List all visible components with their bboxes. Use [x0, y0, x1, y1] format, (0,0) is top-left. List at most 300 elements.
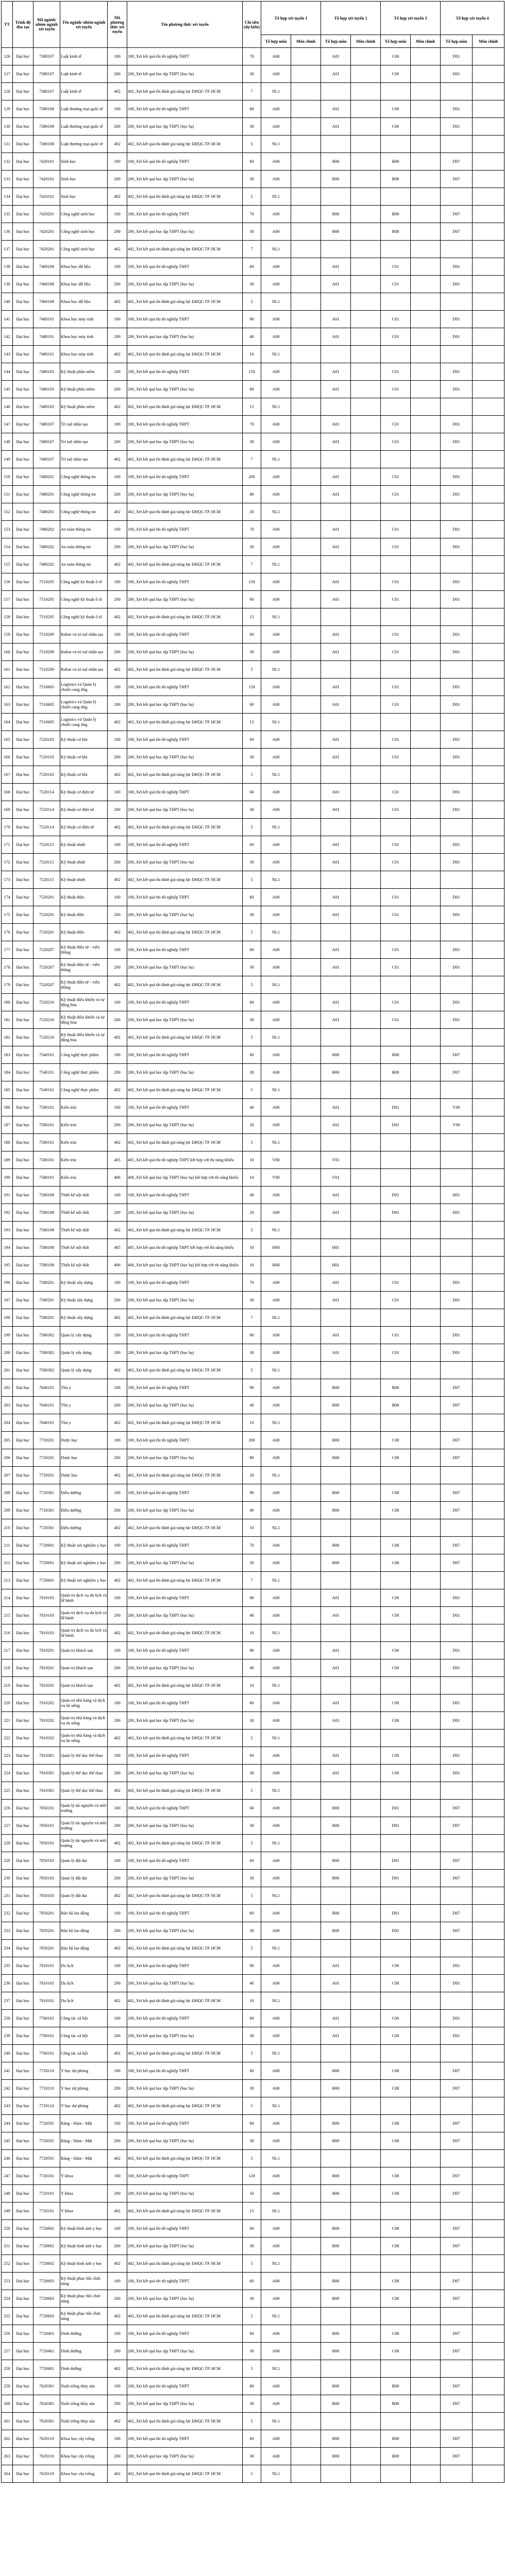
cell-to-hop-4: [441, 2413, 473, 2430]
cell-ma-phuong-thuc: 402: [108, 1624, 127, 1642]
table-row: [2, 2290, 504, 2308]
cell-tt: 153: [2, 521, 13, 538]
cell-mon-chinh: [351, 1379, 381, 1397]
cell-trinh-do: Đại học: [13, 1642, 33, 1659]
cell-tt: 221: [2, 1712, 13, 1730]
cell-ten-nganh: Công nghệ thực phẩm: [60, 1064, 108, 1081]
cell-to-hop-1: A00: [261, 2448, 291, 2465]
table-row: [2, 1116, 504, 1134]
cell-mon-chinh: [411, 118, 441, 135]
cell-to-hop-4: D01: [441, 1659, 473, 1677]
cell-chi-tieu: 60: [243, 2220, 261, 2238]
cell-mon-chinh: [291, 1344, 321, 1362]
cell-ma-nganh: 7620301: [33, 2378, 60, 2395]
cell-to-hop-2: B00: [321, 1432, 351, 1449]
cell-to-hop-2: B00: [321, 2238, 351, 2255]
cell-mon-chinh: [473, 1659, 504, 1677]
cell-mon-chinh: [351, 293, 381, 311]
cell-to-hop-1: A00: [261, 889, 291, 906]
cell-to-hop-2: [321, 188, 351, 206]
cell-ten-nganh: Thiết kế nội thất: [60, 1187, 108, 1204]
cell-mon-chinh: [291, 2167, 321, 2185]
cell-to-hop-1: A00: [261, 433, 291, 451]
cell-ma-phuong-thuc: 100: [108, 1694, 127, 1712]
cell-ma-nganh: 7520201: [33, 924, 60, 941]
cell-mon-chinh: [473, 538, 504, 556]
cell-chi-tieu: 60: [243, 1694, 261, 1712]
cell-mon-chinh: [291, 2343, 321, 2360]
cell-trinh-do: Đại học: [13, 2465, 33, 2483]
cell-trinh-do: Đại học: [13, 889, 33, 906]
cell-mon-chinh: [351, 994, 381, 1011]
cell-trinh-do: Đại học: [13, 1712, 33, 1730]
cell-ma-phuong-thuc: 100: [108, 731, 127, 749]
cell-trinh-do: Đại học: [13, 486, 33, 503]
cell-tt: 238: [2, 2010, 13, 2027]
cell-chi-tieu: 60: [243, 1327, 261, 1344]
cell-to-hop-2: A01: [321, 2010, 351, 2027]
cell-to-hop-1: A00: [261, 1642, 291, 1659]
cell-mon-chinh: [351, 223, 381, 241]
cell-ten-nganh: Kỹ thuật hình ảnh y học: [60, 2220, 108, 2238]
cell-trinh-do: Đại học: [13, 1239, 33, 1257]
cell-mon-chinh: [411, 100, 441, 118]
cell-ten-phuong-thuc: 200_Xét kết quả học tập THPT (học bạ): [127, 2343, 243, 2360]
cell-mon-chinh: [473, 994, 504, 1011]
cell-mon-chinh: [411, 1449, 441, 1467]
cell-ten-phuong-thuc: 100_Xét kết quả thi tốt nghiệp THPT: [127, 2167, 243, 2185]
cell-trinh-do: Đại học: [13, 398, 33, 416]
cell-mon-chinh: [473, 626, 504, 643]
cell-trinh-do: Đại học: [13, 854, 33, 871]
cell-ma-nganh: 7720110: [33, 2080, 60, 2097]
cell-mon-chinh: [411, 1187, 441, 1204]
cell-ten-nganh: An toàn thông tin: [60, 556, 108, 573]
cell-mon-chinh: [291, 2010, 321, 2027]
table-row: [2, 2132, 504, 2150]
cell-to-hop-2: [321, 398, 351, 416]
cell-mon-chinh: [291, 1011, 321, 1029]
cell-tt: 250: [2, 2220, 13, 2238]
cell-to-hop-3: C00: [381, 1694, 411, 1712]
cell-ten-nganh: Bảo hộ lao động: [60, 1922, 108, 1940]
cell-mon-chinh: [351, 608, 381, 626]
cell-ten-phuong-thuc: 200_Xét kết quả học tập THPT (học bạ): [127, 118, 243, 135]
cell-trinh-do: Đại học: [13, 608, 33, 626]
cell-ten-phuong-thuc: 100_Xét kết quả thi tốt nghiệp THPT: [127, 1379, 243, 1397]
cell-mon-chinh: [411, 521, 441, 538]
cell-to-hop-4: [441, 1467, 473, 1484]
cell-mon-chinh: [411, 433, 441, 451]
cell-to-hop-3: [381, 1992, 411, 2010]
cell-to-hop-1: A00: [261, 1747, 291, 1765]
cell-tt: 213: [2, 1572, 13, 1589]
cell-mon-chinh: [291, 1642, 321, 1659]
cell-trinh-do: Đại học: [13, 1835, 33, 1852]
table-row: [2, 2220, 504, 2238]
cell-mon-chinh: [351, 1817, 381, 1835]
cell-to-hop-2: [321, 1730, 351, 1747]
cell-mon-chinh: [411, 801, 441, 819]
cell-ten-nganh: Kiến trúc: [60, 1151, 108, 1169]
cell-mon-chinh: [291, 1204, 321, 1222]
cell-to-hop-1: A00: [261, 1957, 291, 1975]
cell-trinh-do: Đại học: [13, 1800, 33, 1817]
cell-mon-chinh: [411, 924, 441, 941]
cell-to-hop-1: A00: [261, 1379, 291, 1397]
cell-mon-chinh: [411, 2290, 441, 2308]
cell-ten-nganh: Răng - Hàm - Mặt: [60, 2115, 108, 2132]
cell-to-hop-3: C01: [381, 696, 411, 714]
cell-ma-phuong-thuc: 200: [108, 1817, 127, 1835]
cell-chi-tieu: 15: [243, 608, 261, 626]
cell-trinh-do: Đại học: [13, 1607, 33, 1624]
cell-ma-phuong-thuc: 402: [108, 451, 127, 468]
cell-to-hop-3: C01: [381, 381, 411, 398]
cell-ma-nganh: 7480201: [33, 468, 60, 486]
cell-tt: 187: [2, 1116, 13, 1134]
cell-chi-tieu: 5: [243, 2150, 261, 2167]
cell-ten-phuong-thuc: 100_Xét kết quả thi tốt nghiệp THPT: [127, 2325, 243, 2343]
cell-to-hop-4: [441, 1940, 473, 1957]
cell-to-hop-2: B00: [321, 153, 351, 171]
cell-to-hop-2: A01: [321, 626, 351, 643]
cell-mon-chinh: [351, 1642, 381, 1659]
cell-to-hop-4: D01: [441, 1694, 473, 1712]
cell-ten-nganh: Răng - Hàm - Mặt: [60, 2150, 108, 2167]
cell-mon-chinh: [291, 276, 321, 293]
cell-mon-chinh: [473, 2413, 504, 2430]
cell-ten-nganh: Công nghệ sinh học: [60, 241, 108, 258]
cell-trinh-do: Đại học: [13, 1730, 33, 1747]
cell-ma-phuong-thuc: 100: [108, 1852, 127, 1870]
cell-ma-nganh: 7510209: [33, 643, 60, 661]
cell-mon-chinh: [473, 1694, 504, 1712]
cell-to-hop-1: NL1: [261, 1782, 291, 1800]
cell-mon-chinh: [411, 2238, 441, 2255]
cell-to-hop-1: A00: [261, 1922, 291, 1940]
cell-chi-tieu: 30: [243, 171, 261, 188]
cell-to-hop-4: D01: [441, 679, 473, 696]
cell-chi-tieu: 30: [243, 1817, 261, 1835]
cell-ten-nganh: Kỹ thuật nhiệt: [60, 836, 108, 854]
cell-mon-chinh: [473, 1134, 504, 1151]
cell-to-hop-3: C00: [381, 1957, 411, 1975]
cell-mon-chinh: [351, 889, 381, 906]
cell-ten-nganh: Dược học: [60, 1449, 108, 1467]
cell-mon-chinh: [411, 1870, 441, 1887]
cell-mon-chinh: [473, 2027, 504, 2045]
cell-ten-nganh: Công nghệ thông tin: [60, 468, 108, 486]
cell-to-hop-2: B00: [321, 2325, 351, 2343]
cell-ten-phuong-thuc: 402_Xét kết quả thi đánh giá năng lực ĐHQG TP. HCM: [127, 2202, 243, 2220]
cell-ten-nganh: Quản lý đất đai: [60, 1887, 108, 1905]
cell-ma-nganh: 7380108: [33, 135, 60, 153]
cell-to-hop-2: A01: [321, 2027, 351, 2045]
cell-to-hop-1: A00: [261, 906, 291, 924]
cell-to-hop-2: A01: [321, 100, 351, 118]
cell-ten-phuong-thuc: 100_Xét kết quả thi tốt nghiệp THPT: [127, 941, 243, 959]
cell-to-hop-4: [441, 1151, 473, 1169]
cell-to-hop-3: C01: [381, 749, 411, 766]
cell-tt: 252: [2, 2255, 13, 2273]
table-row: [2, 1712, 504, 1730]
cell-ten-phuong-thuc: 200_Xét kết quả học tập THPT (học bạ): [127, 223, 243, 241]
cell-chi-tieu: 40: [243, 1607, 261, 1624]
cell-to-hop-3: C01: [381, 854, 411, 871]
cell-mon-chinh: [351, 1362, 381, 1379]
table-row: [2, 2465, 504, 2483]
cell-mon-chinh: [473, 1642, 504, 1659]
cell-ten-nganh: Nuôi trồng thủy sản: [60, 2378, 108, 2395]
cell-ma-phuong-thuc: 100: [108, 258, 127, 276]
cell-ma-nganh: 7520114: [33, 819, 60, 836]
cell-to-hop-3: [381, 2308, 411, 2325]
cell-trinh-do: Đại học: [13, 381, 33, 398]
cell-mon-chinh: [291, 451, 321, 468]
cell-tt: 183: [2, 1046, 13, 1064]
cell-ten-nganh: Kỹ thuật điện: [60, 924, 108, 941]
cell-ten-nganh: Kỹ thuật cơ khí: [60, 766, 108, 784]
cell-ma-phuong-thuc: 200: [108, 2185, 127, 2202]
cell-ten-phuong-thuc: 402_Xét kết quả thi đánh giá năng lực ĐHQG TP. HCM: [127, 2308, 243, 2325]
cell-mon-chinh: [351, 276, 381, 293]
cell-mon-chinh: [351, 661, 381, 679]
cell-to-hop-4: D07: [441, 2115, 473, 2132]
cell-ten-nganh: Khoa học máy tính: [60, 346, 108, 363]
cell-ten-nganh: Du lịch: [60, 1992, 108, 2010]
cell-mon-chinh: [291, 1607, 321, 1624]
cell-chi-tieu: 70: [243, 1537, 261, 1554]
cell-ma-nganh: 7510205: [33, 573, 60, 591]
table-row: [2, 854, 504, 871]
cell-to-hop-2: [321, 2150, 351, 2167]
cell-to-hop-1: H00: [261, 1257, 291, 1274]
cell-mon-chinh: [473, 1379, 504, 1397]
cell-ten-phuong-thuc: 402_Xét kết quả thi đánh giá năng lực ĐHQG TP. HCM: [127, 1519, 243, 1537]
cell-chi-tieu: 5: [243, 924, 261, 941]
cell-mon-chinh: [291, 2220, 321, 2238]
cell-mon-chinh: [291, 1379, 321, 1397]
cell-to-hop-4: [441, 976, 473, 994]
cell-mon-chinh: [473, 906, 504, 924]
cell-tt: 200: [2, 1344, 13, 1362]
cell-ma-nganh: 7640101: [33, 1414, 60, 1432]
cell-to-hop-3: C01: [381, 328, 411, 346]
table-row: [2, 1554, 504, 1572]
cell-mon-chinh: [291, 65, 321, 83]
cell-tt: 253: [2, 2273, 13, 2290]
table-row: [2, 906, 504, 924]
cell-trinh-do: Đại học: [13, 1151, 33, 1169]
cell-ma-nganh: 7810301: [33, 1765, 60, 1782]
cell-to-hop-3: [381, 1782, 411, 1800]
cell-mon-chinh: [291, 1712, 321, 1730]
cell-chi-tieu: 60: [243, 258, 261, 276]
cell-to-hop-1: NL1: [261, 1624, 291, 1642]
cell-mon-chinh: [411, 1344, 441, 1362]
cell-to-hop-3: D01: [381, 1870, 411, 1887]
cell-ten-phuong-thuc: 100_Xét kết quả thi tốt nghiệp THPT: [127, 1800, 243, 1817]
cell-trinh-do: Đại học: [13, 363, 33, 381]
cell-ma-nganh: 7510605: [33, 696, 60, 714]
cell-chi-tieu: 60: [243, 1046, 261, 1064]
cell-mon-chinh: [411, 1432, 441, 1449]
cell-ma-nganh: 7580302: [33, 1327, 60, 1344]
cell-mon-chinh: [411, 2308, 441, 2325]
cell-to-hop-1: A00: [261, 2185, 291, 2202]
cell-mon-chinh: [351, 2325, 381, 2343]
cell-ma-nganh: 7720602: [33, 2255, 60, 2273]
cell-mon-chinh: [291, 381, 321, 398]
cell-to-hop-3: D01: [381, 1187, 411, 1204]
cell-to-hop-2: A01: [321, 1116, 351, 1134]
cell-to-hop-3: C01: [381, 468, 411, 486]
cell-ten-phuong-thuc: 200_Xét kết quả học tập THPT (học bạ): [127, 643, 243, 661]
cell-ten-nganh: Kỹ thuật phục hồi chức năng: [60, 2308, 108, 2325]
table-row: [2, 1887, 504, 1905]
table-row: [2, 1274, 504, 1292]
cell-trinh-do: Đại học: [13, 1747, 33, 1765]
cell-tt: 228: [2, 1835, 13, 1852]
cell-chi-tieu: 200: [243, 1432, 261, 1449]
cell-ma-phuong-thuc: 402: [108, 346, 127, 363]
cell-mon-chinh: [411, 2010, 441, 2027]
cell-ten-nganh: Sinh học: [60, 171, 108, 188]
cell-mon-chinh: [291, 2413, 321, 2430]
cell-tt: 134: [2, 188, 13, 206]
cell-ma-phuong-thuc: 402: [108, 1992, 127, 2010]
cell-to-hop-1: A00: [261, 1011, 291, 1029]
cell-ma-nganh: 7620301: [33, 2395, 60, 2413]
cell-chi-tieu: 30: [243, 2238, 261, 2255]
cell-tt: 154: [2, 538, 13, 556]
cell-trinh-do: Đại học: [13, 2238, 33, 2255]
cell-ten-nganh: Y khoa: [60, 2202, 108, 2220]
cell-mon-chinh: [411, 1554, 441, 1572]
table-row: [2, 83, 504, 100]
cell-chi-tieu: 5: [243, 135, 261, 153]
cell-mon-chinh: [351, 2115, 381, 2132]
table-row: [2, 2343, 504, 2360]
cell-ma-phuong-thuc: 100: [108, 836, 127, 854]
cell-to-hop-1: A00: [261, 1694, 291, 1712]
cell-to-hop-1: V00: [261, 1169, 291, 1187]
cell-ma-nganh: 7720602: [33, 2238, 60, 2255]
table-row: [2, 1327, 504, 1344]
cell-ma-phuong-thuc: 200: [108, 801, 127, 819]
cell-tt: 172: [2, 854, 13, 871]
cell-to-hop-3: D01: [381, 1905, 411, 1922]
cell-mon-chinh: [291, 1800, 321, 1817]
header-ma-nganh: Mã ngành/ nhóm ngành xét tuyển: [33, 2, 60, 48]
cell-ma-phuong-thuc: 100: [108, 1957, 127, 1975]
cell-tt: 141: [2, 311, 13, 328]
cell-mon-chinh: [351, 1222, 381, 1239]
cell-ten-phuong-thuc: 402_Xét kết quả thi đánh giá năng lực ĐHQG TP. HCM: [127, 1992, 243, 2010]
table-row: [2, 591, 504, 608]
cell-mon-chinh: [473, 503, 504, 521]
cell-ma-nganh: 7480103: [33, 363, 60, 381]
cell-ma-phuong-thuc: 200: [108, 328, 127, 346]
cell-to-hop-1: A00: [261, 1292, 291, 1309]
cell-ma-nganh: 7720101: [33, 2202, 60, 2220]
cell-ma-phuong-thuc: 402: [108, 2308, 127, 2325]
cell-mon-chinh: [411, 381, 441, 398]
cell-to-hop-4: [441, 1730, 473, 1747]
cell-chi-tieu: 80: [243, 1449, 261, 1467]
cell-mon-chinh: [411, 2132, 441, 2150]
cell-tt: 258: [2, 2360, 13, 2378]
cell-mon-chinh: [351, 1081, 381, 1099]
cell-to-hop-1: A00: [261, 2010, 291, 2027]
cell-tt: 190: [2, 1169, 13, 1187]
cell-ma-phuong-thuc: 402: [108, 1677, 127, 1694]
cell-tt: 150: [2, 468, 13, 486]
cell-to-hop-2: A01: [321, 941, 351, 959]
cell-chi-tieu: 30: [243, 854, 261, 871]
cell-to-hop-4: D07: [441, 2290, 473, 2308]
cell-ten-phuong-thuc: 200_Xét kết quả học tập THPT (học bạ): [127, 854, 243, 871]
cell-to-hop-3: B08: [381, 2430, 411, 2448]
cell-mon-chinh: [351, 538, 381, 556]
cell-to-hop-1: A00: [261, 1502, 291, 1519]
cell-chi-tieu: 5: [243, 2413, 261, 2430]
cell-tt: 201: [2, 1362, 13, 1379]
cell-trinh-do: Đại học: [13, 1537, 33, 1554]
cell-ma-phuong-thuc: 200: [108, 1292, 127, 1309]
cell-to-hop-3: [381, 766, 411, 784]
cell-ma-nganh: 7540101: [33, 1081, 60, 1099]
cell-mon-chinh: [473, 1677, 504, 1694]
cell-ten-phuong-thuc: 200_Xét kết quả học tập THPT (học bạ): [127, 328, 243, 346]
cell-mon-chinh: [291, 1852, 321, 1870]
cell-ma-nganh: 7850101: [33, 1835, 60, 1852]
cell-ten-nganh: Kỹ thuật điện: [60, 906, 108, 924]
cell-to-hop-4: D01: [441, 381, 473, 398]
cell-ma-phuong-thuc: 402: [108, 871, 127, 889]
cell-to-hop-3: C08: [381, 2167, 411, 2185]
cell-tt: 162: [2, 679, 13, 696]
cell-chi-tieu: 5: [243, 293, 261, 311]
cell-trinh-do: Đại học: [13, 2027, 33, 2045]
cell-chi-tieu: 90: [243, 1957, 261, 1975]
cell-tt: 160: [2, 643, 13, 661]
cell-ten-nganh: Công nghệ sinh học: [60, 223, 108, 241]
cell-tt: 147: [2, 416, 13, 433]
cell-mon-chinh: [411, 2185, 441, 2202]
table-row: [2, 2360, 504, 2378]
cell-mon-chinh: [411, 2150, 441, 2167]
cell-to-hop-1: NL1: [261, 871, 291, 889]
cell-to-hop-4: D01: [441, 416, 473, 433]
cell-mon-chinh: [351, 48, 381, 65]
cell-mon-chinh: [411, 626, 441, 643]
cell-ten-nganh: Quản lý xây dựng: [60, 1327, 108, 1344]
cell-mon-chinh: [473, 1765, 504, 1782]
cell-ma-phuong-thuc: 402: [108, 556, 127, 573]
cell-ma-phuong-thuc: 100: [108, 311, 127, 328]
cell-mon-chinh: [291, 2132, 321, 2150]
cell-ma-nganh: 7810101: [33, 1975, 60, 1992]
cell-mon-chinh: [473, 2465, 504, 2483]
cell-tt: 133: [2, 171, 13, 188]
cell-ma-nganh: 7810201: [33, 1659, 60, 1677]
cell-ma-nganh: 7620110: [33, 2430, 60, 2448]
cell-to-hop-1: NL1: [261, 135, 291, 153]
cell-ten-phuong-thuc: 100_Xét kết quả thi tốt nghiệp THPT: [127, 363, 243, 381]
cell-to-hop-3: C08: [381, 1537, 411, 1554]
